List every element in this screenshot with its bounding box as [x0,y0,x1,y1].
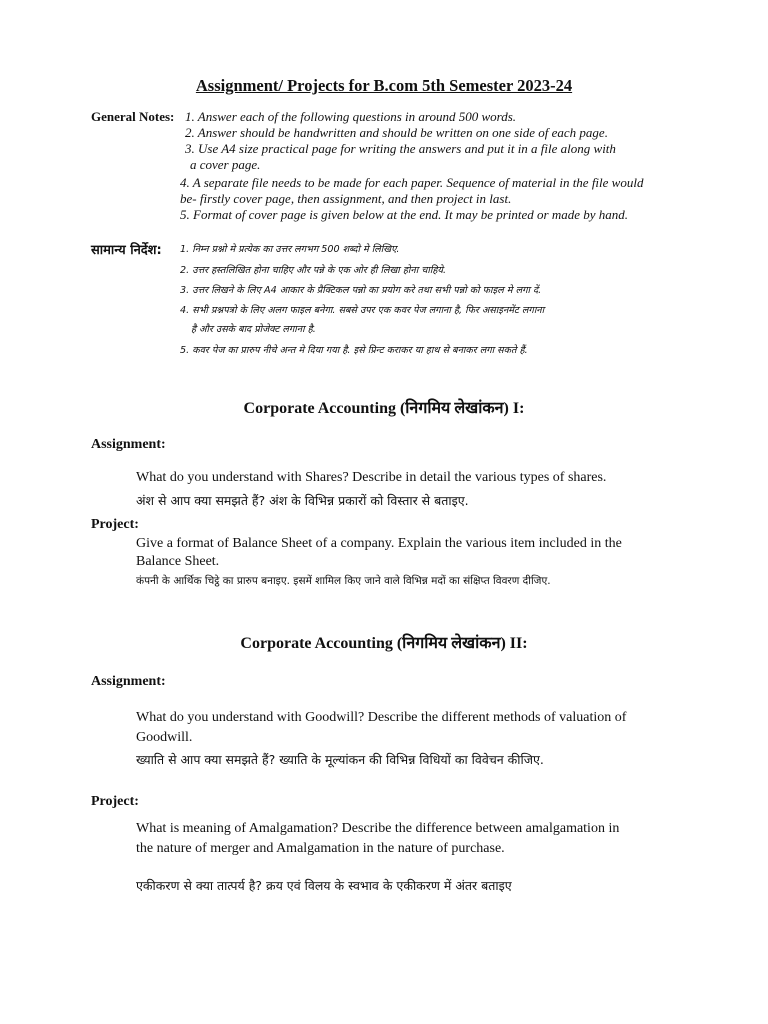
assignment-question-hindi: ख्याति से आप क्या समझते हैं? ख्याति के मूल्यांकन की विभिन्न विधियों का विवेचन कीजिए. [136,752,544,767]
hindi-notes-label: सामान्य निर्देश: [91,243,162,258]
hindi-note-line: 3. उत्तर लिखने के लिए A4 आकार के प्रैक्टिकल पन्नो का प्रयोग करे तथा सभी पन्नो को फाइल मे लगा दें. [180,285,542,296]
general-notes-label: General Notes: [91,109,175,124]
project-question: the nature of merger and Amalgamation in the nature of purchase. [136,841,505,856]
general-note-line: 4. A separate file needs to be made for each paper. Sequence of material in the file would [180,175,644,190]
hindi-note-line: है और उसके बाद प्रोजेक्ट लगाना है. [191,324,316,335]
section-heading: Corporate Accounting (निगमिय लेखांकन) II: [240,635,528,652]
hindi-note-line: 4. सभी प्रश्नपत्रो के लिए अलग फाइल बनेगा. सबसे उपर एक कवर पेज लगाना है, फिर असाइनमेंट लगाना [180,305,545,316]
project-question-hindi: एकीकरण से क्या तात्पर्य है? क्रय एवं विलय के स्वभाव के एकीकरण में अंतर बताइए [136,878,512,893]
assignment-label: Assignment: [91,674,166,689]
assignment-label: Assignment: [91,437,166,452]
project-question: What is meaning of Amalgamation? Describe the difference between amalgamation in [136,821,620,836]
section-heading: Corporate Accounting (निगमिय लेखांकन) I: [243,400,525,417]
general-note-line: a cover page. [190,157,261,172]
page-title: Assignment/ Projects for B.com 5th Semester 2023-24 [195,76,573,95]
assignment-question: What do you understand with Shares? Describe in detail the various types of shares. [136,470,607,485]
hindi-note-line: 2. उत्तर हस्तलिखित होना चाहिए और पन्ने के एक ओर ही लिखा होना चाहिये. [180,265,447,276]
assignment-question: What do you understand with Goodwill? Describe the different methods of valuation of [136,710,627,725]
assignment-question-hindi: अंश से आप क्या समझते हैं? अंश के विभिन्न प्रकारों को विस्तार से बताइए. [136,493,469,508]
hindi-note-line: 5. कवर पेज का प्रारुप नीचे अन्त मे दिया गया है. इसे प्रिन्ट कराकर या हाथ से बनाकर लगा सकते हैं. [180,345,528,356]
general-note-line: be- firstly cover page, then assignment, and then project in last. [180,191,512,206]
project-question-hindi: कंपनी के आर्थिक चिट्ठे का प्रारुप बनाइए. इसमें शामिल किए जाने वाले विभिन्न मदों का संक्षिप्त विवरण दीजिए. [136,575,551,587]
general-note-line: 3. Use A4 size practical page for writing the answers and put it in a file along with [185,141,616,156]
assignment-question: Goodwill. [136,730,193,745]
general-note-line: 2. Answer should be handwritten and should be written on one side of each page. [185,125,608,140]
general-note-line: 1. Answer each of the following questions in around 500 words. [185,109,517,124]
project-question: Balance Sheet. [136,554,220,569]
project-label: Project: [91,517,139,532]
general-note-line: 5. Format of cover page is given below at the end. It may be printed or made by hand. [180,207,629,222]
hindi-note-line: 1. निम्न प्रश्नो मे प्रत्येक का उत्तर लगभग 500 शब्दो मे लिखिए. [180,244,400,255]
project-question: Give a format of Balance Sheet of a company. Explain the various item included in the [136,536,622,551]
project-label: Project: [91,794,139,809]
